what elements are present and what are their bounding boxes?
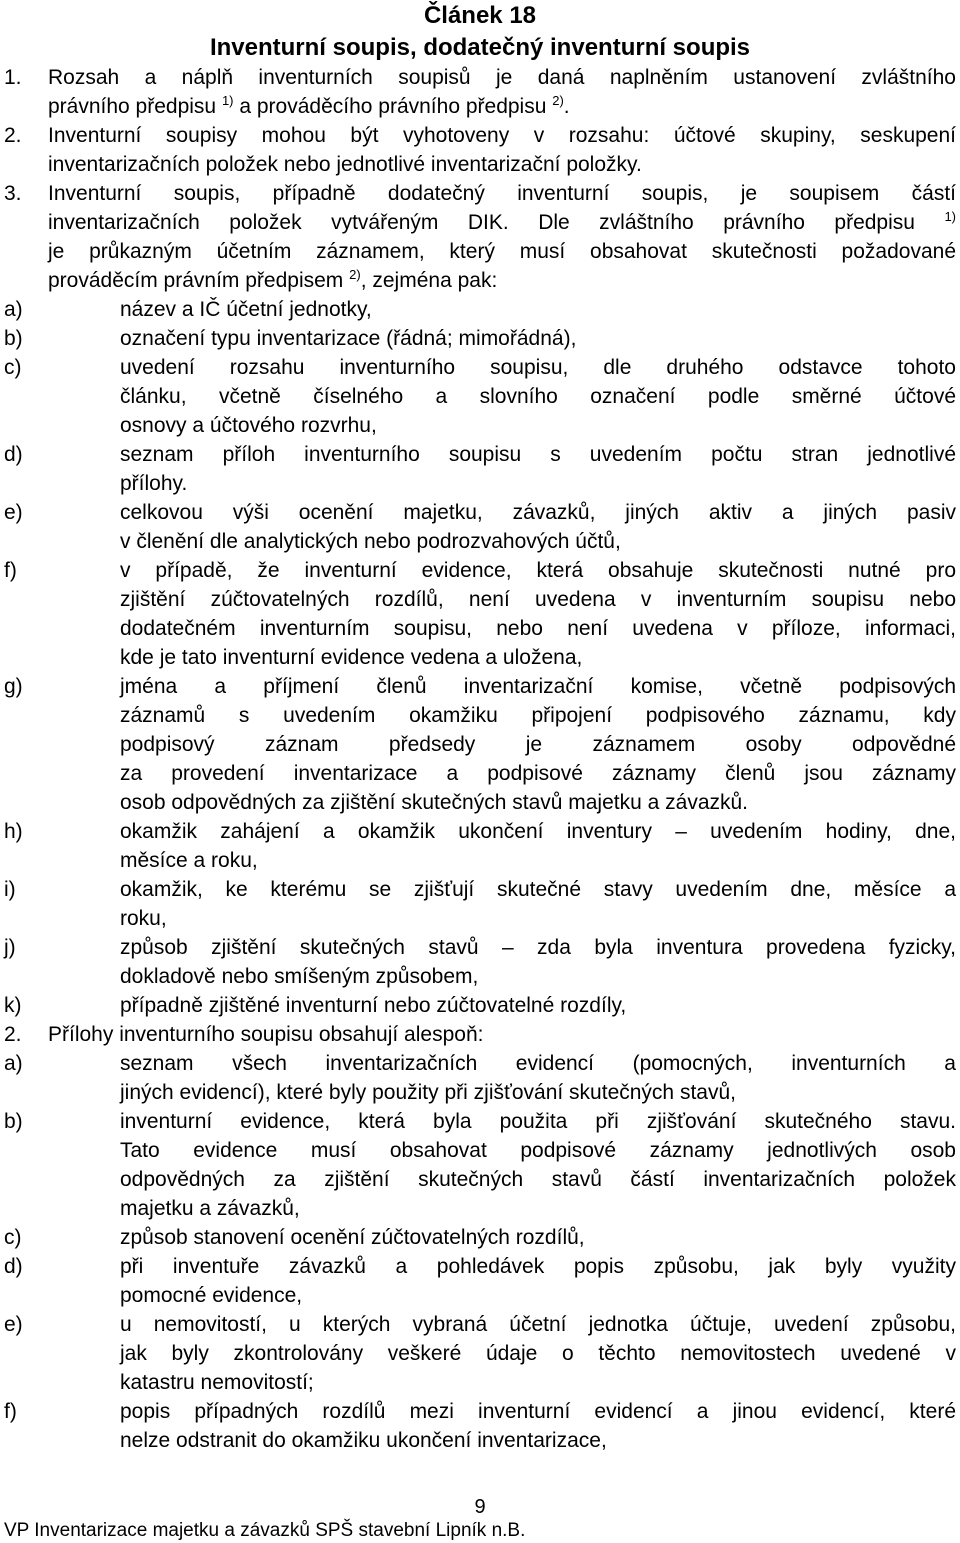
attachment-a-line-2: jiných evidencí), které byly použity při zjišťování skutečných stavů,: [120, 1081, 736, 1104]
item-f-line-2: zjištění zúčtovatelných rozdílů, není uvedena v inventurním soupisu nebo: [120, 588, 956, 611]
paragraph-2-line-2: inventarizačních položek nebo jednotlivé inventarizační položky.: [48, 153, 642, 176]
footnote-ref: 2): [349, 267, 361, 282]
item-j-line-1: způsob zjištění skutečných stavů – zda byla inventura provedena fyzicky,: [120, 936, 956, 959]
item-label: e): [4, 501, 23, 524]
item-h-line-1: okamžik zahájení a okamžik ukončení inventury – uvedením hodiny, dne,: [120, 820, 956, 843]
item-g-line-1: jména a příjmení členů inventarizační komise, včetně podpisových: [120, 675, 956, 698]
item-label: d): [4, 1255, 23, 1278]
paragraph-3-line-4: prováděcím právním předpisem $^{2)}$, zejména pak:: [48, 267, 498, 292]
article-number: Článek 18: [423, 2, 537, 29]
footnote-ref: 1): [944, 209, 956, 224]
item-label: h): [4, 820, 23, 843]
item-label: d): [4, 443, 23, 466]
item-label: b): [4, 327, 23, 350]
item-f-line-4: kde je tato inventurní evidence vedena a uložena,: [120, 646, 583, 669]
paragraph-1-line-1: Rozsah a náplň inventurních soupisů je daná naplněním ustanovení zvláštního: [48, 66, 956, 89]
item-label: j): [4, 936, 16, 959]
attachment-f-line-1: popis případných rozdílů mezi inventurní evidencí a jinou evidencí, které: [120, 1400, 956, 1423]
attachment-f-line-2: nelze odstranit do okamžiku ukončení inventarizace,: [120, 1429, 607, 1452]
item-j-line-2: dokladově nebo smíšeným způsobem,: [120, 965, 479, 988]
attachment-b-line-1: inventurní evidence, která byla použita při zjišťování skutečného stavu.: [120, 1110, 956, 1133]
paragraph-number-2b: 2.: [4, 1023, 22, 1046]
item-e-line-1: celkovou výši ocenění majetku, závazků, jiných aktiv a jiných pasiv: [120, 501, 956, 524]
item-d-line-2: přílohy.: [120, 472, 188, 495]
attachment-d-line-2: pomocné evidence,: [120, 1284, 303, 1307]
paragraph-3-line-3: je průkazným účetním záznamem, který musí obsahovat skutečnosti požadované: [48, 240, 956, 263]
attachment-e-line-1: u nemovitostí, u kterých vybraná účetní jednotka účtuje, uvedení způsobu,: [120, 1313, 956, 1336]
item-h-line-2: měsíce a roku,: [120, 849, 258, 872]
paragraph-2-line-1: Inventurní soupisy mohou být vyhotoveny v rozsahu: účtové skupiny, seskupení: [48, 124, 956, 147]
item-g-line-2: záznamů s uvedením okamžiku připojení podpisového záznamu, kdy: [120, 704, 956, 727]
attachment-d-line-1: při inventuře závazků a pohledávek popis způsobu, jak byly využity: [120, 1255, 956, 1278]
item-g-line-4: za provedení inventarizace a podpisové záznamy členů jsou záznamy: [120, 762, 956, 785]
attachment-e-line-2: jak byly zkontrolovány veškeré údaje o těchto nemovitostech uvedené v: [120, 1342, 956, 1365]
item-label: a): [4, 1052, 23, 1075]
paragraph-3-line-2: inventarizačních položek vytvářeným DIK. Dle zvláštního právního předpisu $^{1)}$: [48, 209, 956, 234]
item-label: g): [4, 675, 23, 698]
item-label: c): [4, 356, 22, 379]
attachment-a-line-1: seznam všech inventarizačních evidencí (pomocných, inventurních a: [120, 1052, 956, 1075]
item-k-text: případně zjištěné inventurní nebo zúčtovatelné rozdíly,: [120, 994, 627, 1017]
item-c-line-1: uvedení rozsahu inventurního soupisu, dle druhého odstavce tohoto: [120, 356, 956, 379]
attachment-b-line-2: Tato evidence musí obsahovat podpisové záznamy jednotlivých osob: [120, 1139, 956, 1162]
attachment-c-text: způsob stanovení ocenění zúčtovatelných rozdílů,: [120, 1226, 585, 1249]
paragraph-1-line-2: právního předpisu $^{1)}$ a prováděcího právního předpisu $^{2)}$.: [48, 93, 570, 118]
item-label: f): [4, 559, 17, 582]
item-f-line-1: v případě, že inventurní evidence, která obsahuje skutečnosti nutné pro: [120, 559, 956, 582]
item-g-line-5: osob odpovědných za zjištění skutečných stavů majetku a závazků.: [120, 791, 749, 814]
paragraph-3-line-1: Inventurní soupis, případně dodatečný inventurní soupis, je soupisem částí: [48, 182, 956, 205]
paragraph-number-2: 2.: [4, 124, 22, 147]
item-f-line-3: dodatečném inventurním soupisu, nebo není uvedena v příloze, informaci,: [120, 617, 956, 640]
item-d-line-1: seznam příloh inventurního soupisu s uvedením počtu stran jednotlivé: [120, 443, 956, 466]
item-label: a): [4, 298, 23, 321]
item-i-line-1: okamžik, ke kterému se zjišťují skutečné stavy uvedením dne, měsíce a: [120, 878, 956, 901]
item-g-line-3: podpisový záznam předsedy je záznamem osoby odpovědné: [120, 733, 956, 756]
page-footer: VP Inventarizace majetku a závazků SPŠ stavební Lipník n.B.: [4, 1520, 526, 1541]
item-label: k): [4, 994, 22, 1017]
item-label: c): [4, 1226, 22, 1249]
paragraph-attachments: Přílohy inventurního soupisu obsahují alespoň:: [48, 1023, 484, 1046]
item-label: b): [4, 1110, 23, 1133]
item-label: e): [4, 1313, 23, 1336]
item-c-line-2: článku, včetně číselného a slovního označení podle směrné účtové: [120, 385, 956, 408]
paragraph-number-1: 1.: [4, 66, 22, 89]
attachment-b-line-4: majetku a závazků,: [120, 1197, 300, 1220]
item-c-line-3: osnovy a účtového rozvrhu,: [120, 414, 377, 437]
item-a-text: název a IČ účetní jednotky,: [120, 298, 372, 321]
item-b-text: označení typu inventarizace (řádná; mimořádná),: [120, 327, 577, 350]
attachment-e-line-3: katastru nemovitostí;: [120, 1371, 314, 1394]
item-i-line-2: roku,: [120, 907, 167, 930]
item-e-line-2: v členění dle analytických nebo podrozvahových účtů,: [120, 530, 621, 553]
article-title: Inventurní soupis, dodatečný inventurní soupis: [209, 34, 751, 61]
item-label: i): [4, 878, 16, 901]
attachment-b-line-3: odpovědných za zjištění skutečných stavů částí inventarizačních položek: [120, 1168, 956, 1191]
page-number: 9: [474, 1496, 486, 1518]
footnote-ref: 1): [221, 93, 234, 108]
paragraph-number-3: 3.: [4, 182, 22, 205]
item-label: f): [4, 1400, 17, 1423]
footnote-ref: 2): [552, 93, 564, 108]
